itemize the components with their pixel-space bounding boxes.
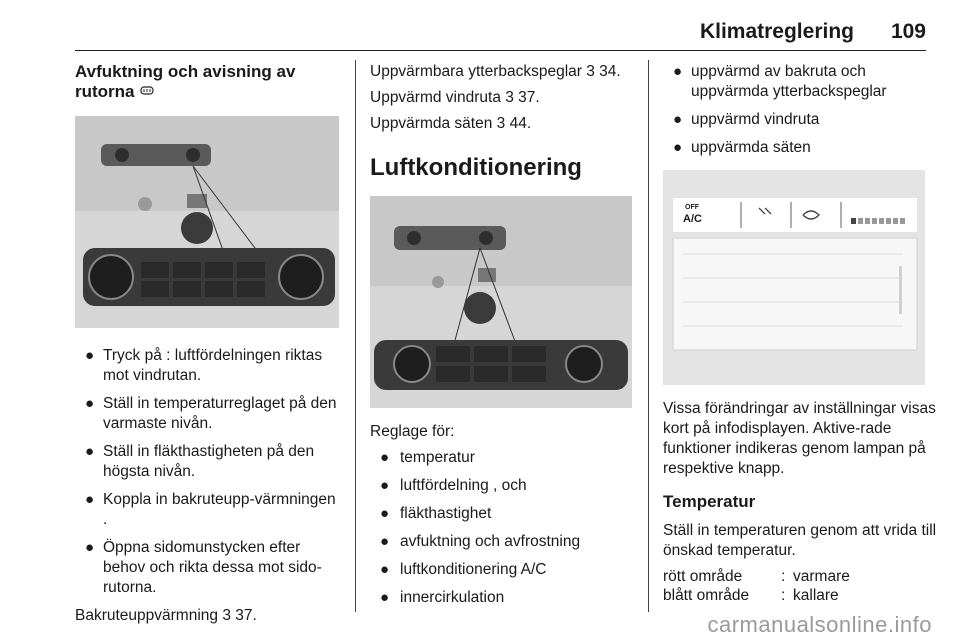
section-heading-defrost: Avfuktning och avisning av rutorna (75, 62, 296, 101)
climate-panel-photo (75, 116, 339, 328)
list-item: ● Tryck på : luftfördelningen riktas mot vindrutan. (85, 347, 323, 384)
list-item: ● Ställ in fläkthastigheten på den högsta nivån. (85, 443, 315, 480)
list-item: ● temperatur (380, 449, 475, 466)
list-item: ● uppvärmda säten (673, 139, 811, 156)
cross-reference-text: Uppvärmda säten 3 44. (370, 115, 532, 132)
body-text: Vissa förändringar av inställningar visas kort på infodisplayen. Aktive-rade funktioner indikeras genom lampan på respektive knapp. (663, 400, 936, 477)
body-text: Ställ in temperaturen genom att vrida till önskad temperatur. (663, 522, 937, 559)
ac-off-label: OFF (685, 204, 699, 211)
ac-label: A/C (683, 213, 702, 225)
page-title: Klimatreglering (699, 20, 854, 43)
column-divider (648, 60, 649, 612)
page-number: 109 (890, 20, 926, 43)
list-item: ● luftkonditionering A/C (380, 561, 547, 578)
cross-reference-text: Uppvärmd vindruta 3 37. (370, 89, 540, 106)
list-item: ● Ställ in temperaturreglaget på den varmaste nivån. (85, 395, 337, 432)
column-1 (75, 62, 343, 632)
info-display-illustration (663, 170, 925, 385)
list-item: ● avfuktning och avfrostning (380, 533, 581, 550)
definition-row: blått område : kallare (663, 587, 839, 604)
list-item: ● fläkthastighet (380, 505, 492, 522)
ac-panel-photo (370, 196, 632, 408)
list-item: ● luftfördelning , och (380, 477, 527, 494)
section-heading-temperature: Temperatur (663, 492, 756, 511)
section-heading-ac: Luftkonditionering (370, 154, 582, 181)
list-item: ● uppvärmd av bakruta och uppvärmda ytterbackspeglar (673, 63, 887, 100)
column-3 (663, 62, 938, 605)
watermark: carmanualsonline.info (707, 612, 932, 637)
list-item: ● innercirkulation (380, 589, 505, 606)
column-2 (370, 62, 634, 616)
controls-label: Reglage för: (370, 423, 455, 440)
cross-reference-text: Bakruteuppvärmning 3 37. (75, 607, 257, 624)
list-item: ● uppvärmd vindruta (673, 111, 820, 128)
page-header (0, 0, 960, 52)
list-item: ● Koppla in bakruteupp-värmningen . (85, 491, 336, 528)
front-defrost-icon (140, 86, 154, 98)
cross-reference-text: Uppvärmbara ytterbackspeglar 3 34. (370, 63, 621, 80)
list-item: ● Öppna sidomunstycken efter behov och rikta dessa mot sido-rutorna. (85, 539, 322, 596)
column-divider (355, 60, 356, 612)
definition-row: rött område : varmare (663, 568, 850, 585)
header-rule (75, 50, 926, 51)
